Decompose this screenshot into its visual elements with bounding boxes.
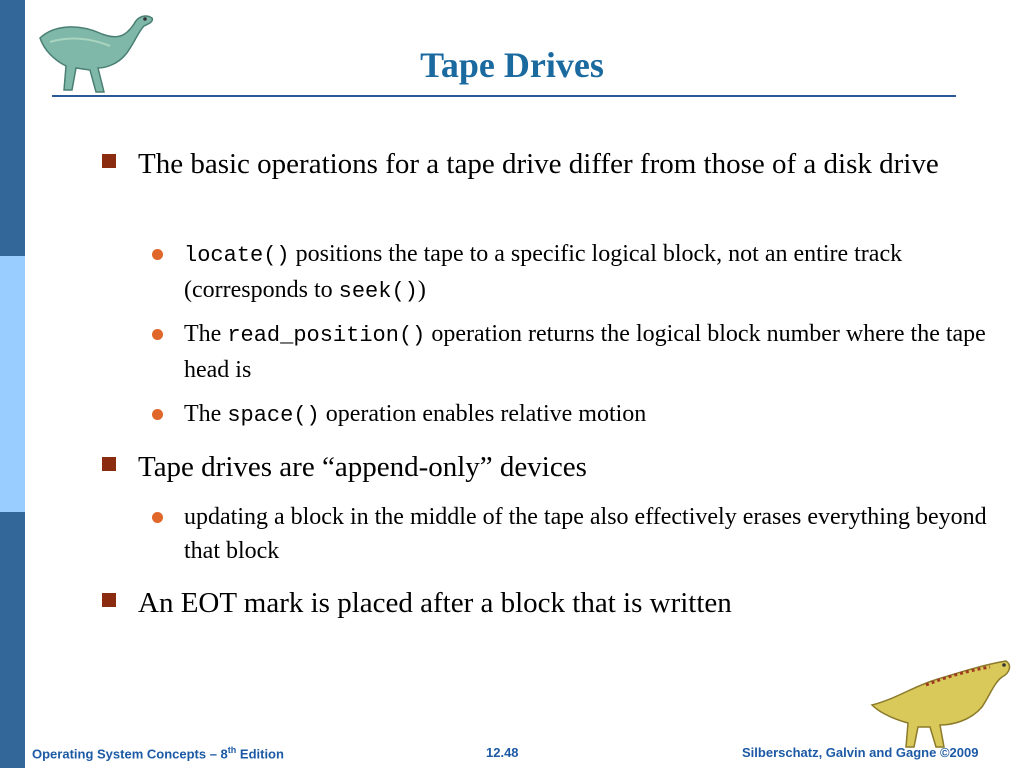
footer-text: Operating System Concepts – 8 bbox=[32, 746, 228, 762]
code-text: locate() bbox=[184, 243, 290, 268]
sub-bullet-text: The bbox=[184, 401, 228, 427]
code-text: space() bbox=[227, 403, 320, 428]
bullet-item bbox=[138, 583, 1008, 623]
dot-bullet-icon bbox=[152, 409, 163, 420]
title-divider bbox=[52, 95, 956, 97]
dinosaur-illustration-icon bbox=[866, 655, 1016, 750]
sub-bullet-text: operation returns the logical block number where the tape head is bbox=[184, 321, 986, 383]
bullet-item bbox=[138, 447, 1008, 487]
dot-bullet-icon bbox=[152, 249, 163, 260]
square-bullet-icon bbox=[102, 457, 116, 471]
footer-text: Edition bbox=[236, 746, 284, 762]
slide-title: Tape Drives bbox=[420, 45, 604, 85]
sub-bullet-text: operation enables relative motion bbox=[319, 401, 647, 427]
left-stripe-bottom bbox=[0, 512, 25, 768]
sub-bullet-text: ) bbox=[417, 277, 426, 303]
sub-bullet-text: positions the tape to a specific logical block, not an entire track (corresponds to bbox=[184, 241, 903, 303]
footer-book-title bbox=[32, 745, 284, 761]
slide-number: 12.48 bbox=[486, 745, 519, 760]
dot-bullet-icon bbox=[152, 512, 163, 523]
sub-bullet-text: The bbox=[184, 321, 228, 347]
square-bullet-icon bbox=[102, 593, 116, 607]
left-stripe-top bbox=[0, 0, 25, 256]
code-text: seek() bbox=[338, 279, 418, 304]
bullet-text: Tape drives are “append-only” devices bbox=[138, 451, 587, 483]
bullet-text: An EOT mark is placed after a block that is written bbox=[138, 587, 732, 619]
sub-bullet-item bbox=[184, 317, 1004, 387]
sub-bullet-item bbox=[184, 237, 1004, 309]
bullet-text: The basic operations for a tape drive differ from those of a disk drive bbox=[138, 148, 939, 180]
left-stripe-middle bbox=[0, 256, 25, 512]
footer-sup: th bbox=[227, 745, 237, 755]
sub-bullet-item bbox=[184, 397, 1004, 433]
square-bullet-icon bbox=[102, 154, 116, 168]
dot-bullet-icon bbox=[152, 329, 163, 340]
footer-authors: Silberschatz, Galvin and Gagne ©2009 bbox=[742, 745, 979, 760]
code-text: read_position() bbox=[227, 323, 426, 348]
sub-bullet-text: updating a block in the middle of the tape also effectively erases everything beyond that block bbox=[184, 504, 987, 564]
sub-bullet-item bbox=[184, 500, 1004, 568]
bullet-item bbox=[138, 144, 1008, 184]
